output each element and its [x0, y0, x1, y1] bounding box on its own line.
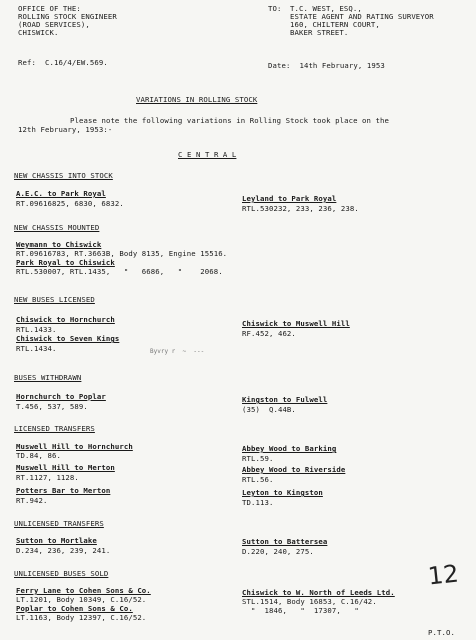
route-right: Leyland to Park Royal [242, 194, 337, 203]
route-right: Abbey Wood to Barking [242, 444, 337, 453]
vehicle-list-left: RT.09616783, RT.3663B, Body 8135, Engine 15516. [16, 249, 228, 258]
header-left-line-3: (ROAD SERVICES), [18, 20, 90, 29]
route-left: Muswell Hill to Hornchurch [16, 442, 133, 451]
header-left-line-4: CHISWICK. [18, 28, 59, 37]
vehicle-list-left: RTL.1433. [16, 325, 57, 334]
intro-line-1: Please note the following variations in Rolling Stock took place on the [70, 116, 390, 125]
vehicle-list-left: RTL.1434. [16, 344, 57, 353]
section-heading-new-buses-licensed: NEW BUSES LICENSED [14, 295, 95, 304]
document-title: VARIATIONS IN ROLLING STOCK [136, 95, 258, 104]
vehicle-list-right: D.220, 240, 275. [242, 547, 314, 556]
vehicle-list-right: (35) Q.44B. [242, 405, 296, 414]
header-right-line-4: BAKER STREET. [290, 28, 349, 37]
section-heading-new-chassis-into-stock: NEW CHASSIS INTO STOCK [14, 171, 113, 180]
vehicle-list-left: RT.942. [16, 496, 48, 505]
header-to-label: TO: [268, 4, 282, 13]
route-left: Hornchurch to Poplar [16, 392, 106, 401]
vehicle-list-right: TD.113. [242, 498, 274, 507]
route-right: Kingston to Fulwell [242, 395, 328, 404]
route-left: Sutton to Mortlake [16, 536, 97, 545]
scan-artifact: Byvry r ~ --- [150, 348, 205, 355]
vehicle-list-right: RTL.59. [242, 454, 274, 463]
vehicle-list-left: TD.84, 86. [16, 451, 61, 460]
vehicle-list-left: D.234, 236, 239, 241. [16, 546, 111, 555]
vehicle-list-left: T.456, 537, 589. [16, 402, 88, 411]
route-left: Muswell Hill to Merton [16, 463, 115, 472]
vehicle-list-right: RTL.530232, 233, 236, 238. [242, 204, 359, 213]
section-heading-buses-withdrawn: BUSES WITHDRAWN [14, 373, 82, 382]
route-left: Weymann to Chiswick [16, 240, 102, 249]
vehicle-list-left: RT.1127, 1128. [16, 473, 79, 482]
please-turn-over: P.T.O. [428, 628, 455, 637]
vehicle-list-left: LT.1201, Body 10349, C.16/52. [16, 595, 147, 604]
section-heading-unlicensed-transfers: UNLICENSED TRANSFERS [14, 519, 104, 528]
section-heading-unlicensed-buses-sold: UNLICENSED BUSES SOLD [14, 569, 109, 578]
route-left: A.E.C. to Park Royal [16, 189, 106, 198]
route-left: Poplar to Cohen Sons & Co. [16, 604, 133, 613]
vehicle-list-left: RT.09616825, 6830, 6832. [16, 199, 124, 208]
vehicle-list-right: RF.452, 462. [242, 329, 296, 338]
vehicle-list-left: LT.1163, Body 12397, C.16/52. [16, 613, 147, 622]
section-heading-licensed-transfers: LICENSED TRANSFERS [14, 424, 95, 433]
header-right-line-3: 160, CHILTERN COURT, [290, 20, 380, 29]
header-right-line-2: ESTATE AGENT AND RATING SURVEYOR [290, 12, 434, 21]
route-left: Chiswick to Hornchurch [16, 315, 115, 324]
intro-line-2: 12th February, 1953:- [18, 125, 113, 134]
reference: Ref: C.16/4/EW.569. [18, 58, 108, 67]
route-right: Chiswick to W. North of Leeds Ltd. [242, 588, 395, 597]
route-left: Ferry Lane to Cohen Sons & Co. [16, 586, 151, 595]
route-right: Leyton to Kingston [242, 488, 323, 497]
route-left: Potters Bar to Merton [16, 486, 111, 495]
header-left-line-1: OFFICE OF THE: [18, 4, 81, 13]
vehicle-list-left: RTL.530007, RTL.1435, " 6686, " 2068. [16, 267, 223, 276]
header-left-line-2: ROLLING STOCK ENGINEER [18, 12, 117, 21]
header-right-line-1: T.C. WEST, ESQ., [290, 4, 362, 13]
route-right: Abbey Wood to Riverside [242, 465, 346, 474]
date: Date: 14th February, 1953 [268, 61, 385, 70]
division-heading: C E N T R A L [178, 150, 237, 159]
vehicle-list-right: RTL.56. [242, 475, 274, 484]
handwritten-page-number: 12 [426, 559, 460, 591]
vehicle-list-right: " 1846, " 17307, " [242, 606, 359, 615]
route-right: Sutton to Battersea [242, 537, 328, 546]
route-left: Park Royal to Chiswick [16, 258, 115, 267]
section-heading-new-chassis-mounted: NEW CHASSIS MOUNTED [14, 223, 100, 232]
route-left: Chiswick to Seven Kings [16, 334, 120, 343]
route-right: Chiswick to Muswell Hill [242, 319, 350, 328]
vehicle-list-right: STL.1514, Body 16853, C.16/42. [242, 597, 377, 606]
